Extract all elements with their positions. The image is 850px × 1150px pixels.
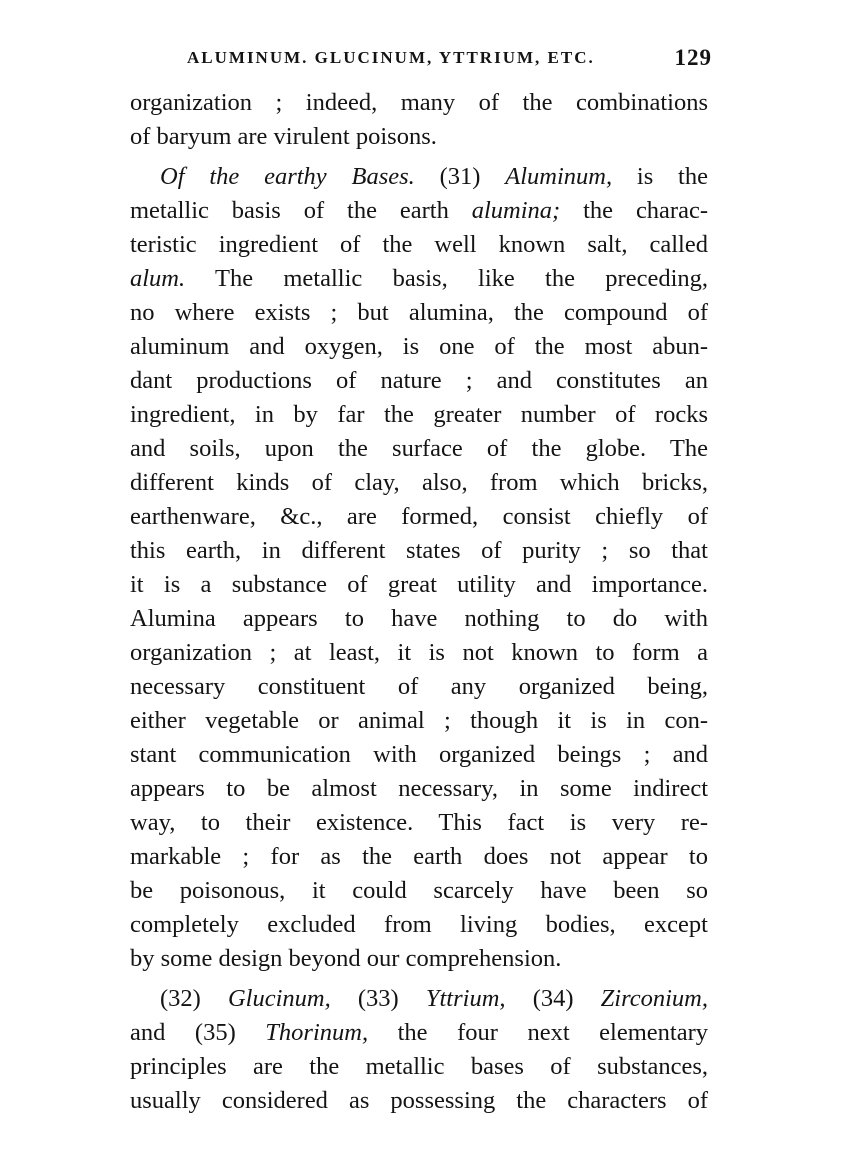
text-line: necessary constituent of any organized being, [130, 673, 708, 700]
body-text [130, 86, 708, 1118]
text-line: of baryum are virulent poisons. [130, 123, 437, 150]
text-line: metallic basis of the earth alumina; the charac- [130, 197, 709, 224]
text-line: organization ; indeed, many of the combinations [130, 89, 708, 116]
paragraph [130, 160, 708, 976]
text-line: teristic ingredient of the well known salt, called [130, 231, 708, 258]
text-line: no where exists ; but alumina, the compound of [130, 299, 708, 326]
text-line: usually considered as possessing the characters of [130, 1087, 708, 1114]
text-line: dant productions of nature ; and constitutes an [130, 367, 708, 394]
text-line: alum. The metallic basis, like the preceding, [130, 265, 708, 292]
text-line: be poisonous, it could scarcely have been so [130, 877, 708, 904]
text-line: Of the earthy Bases. (31) Aluminum, is the [160, 163, 708, 190]
text-line: earthenware, &c., are formed, consist chiefly of [130, 503, 708, 530]
text-line: principles are the metallic bases of substances, [130, 1053, 708, 1080]
text-line: stant communication with organized beings ; and [130, 741, 708, 768]
text-line: ingredient, in by far the greater number of rocks [130, 401, 708, 428]
text-line: (32) Glucinum, (33) Yttrium, (34) Zirconium, [160, 985, 708, 1012]
text-line: different kinds of clay, also, from which bricks, [130, 469, 708, 496]
text-line: aluminum and oxygen, is one of the most abun- [130, 333, 708, 360]
text-line: and soils, upon the surface of the globe. The [130, 435, 708, 462]
text-line: way, to their existence. This fact is very re- [130, 809, 708, 836]
text-line: markable ; for as the earth does not appear to [130, 843, 708, 870]
text-line: this earth, in different states of purity ; so that [130, 537, 708, 564]
running-head: ALUMINUM. GLUCINUM, YTTRIUM, ETC. [187, 48, 595, 67]
text-line: by some design beyond our comprehension. [130, 945, 562, 972]
paragraph [130, 86, 708, 154]
page-number: 129 [674, 45, 712, 70]
page-header [187, 45, 712, 76]
text-line: it is a substance of great utility and importance. [130, 571, 708, 598]
text-line: Alumina appears to have nothing to do with [130, 605, 708, 632]
text-line: and (35) Thorinum, the four next elementary [130, 1019, 708, 1046]
text-line: completely excluded from living bodies, except [130, 911, 708, 938]
text-line: either vegetable or animal ; though it is in con- [130, 707, 708, 734]
paragraph [130, 982, 708, 1118]
text-line: appears to be almost necessary, in some indirect [130, 775, 708, 802]
text-line: organization ; at least, it is not known to form a [130, 639, 708, 666]
